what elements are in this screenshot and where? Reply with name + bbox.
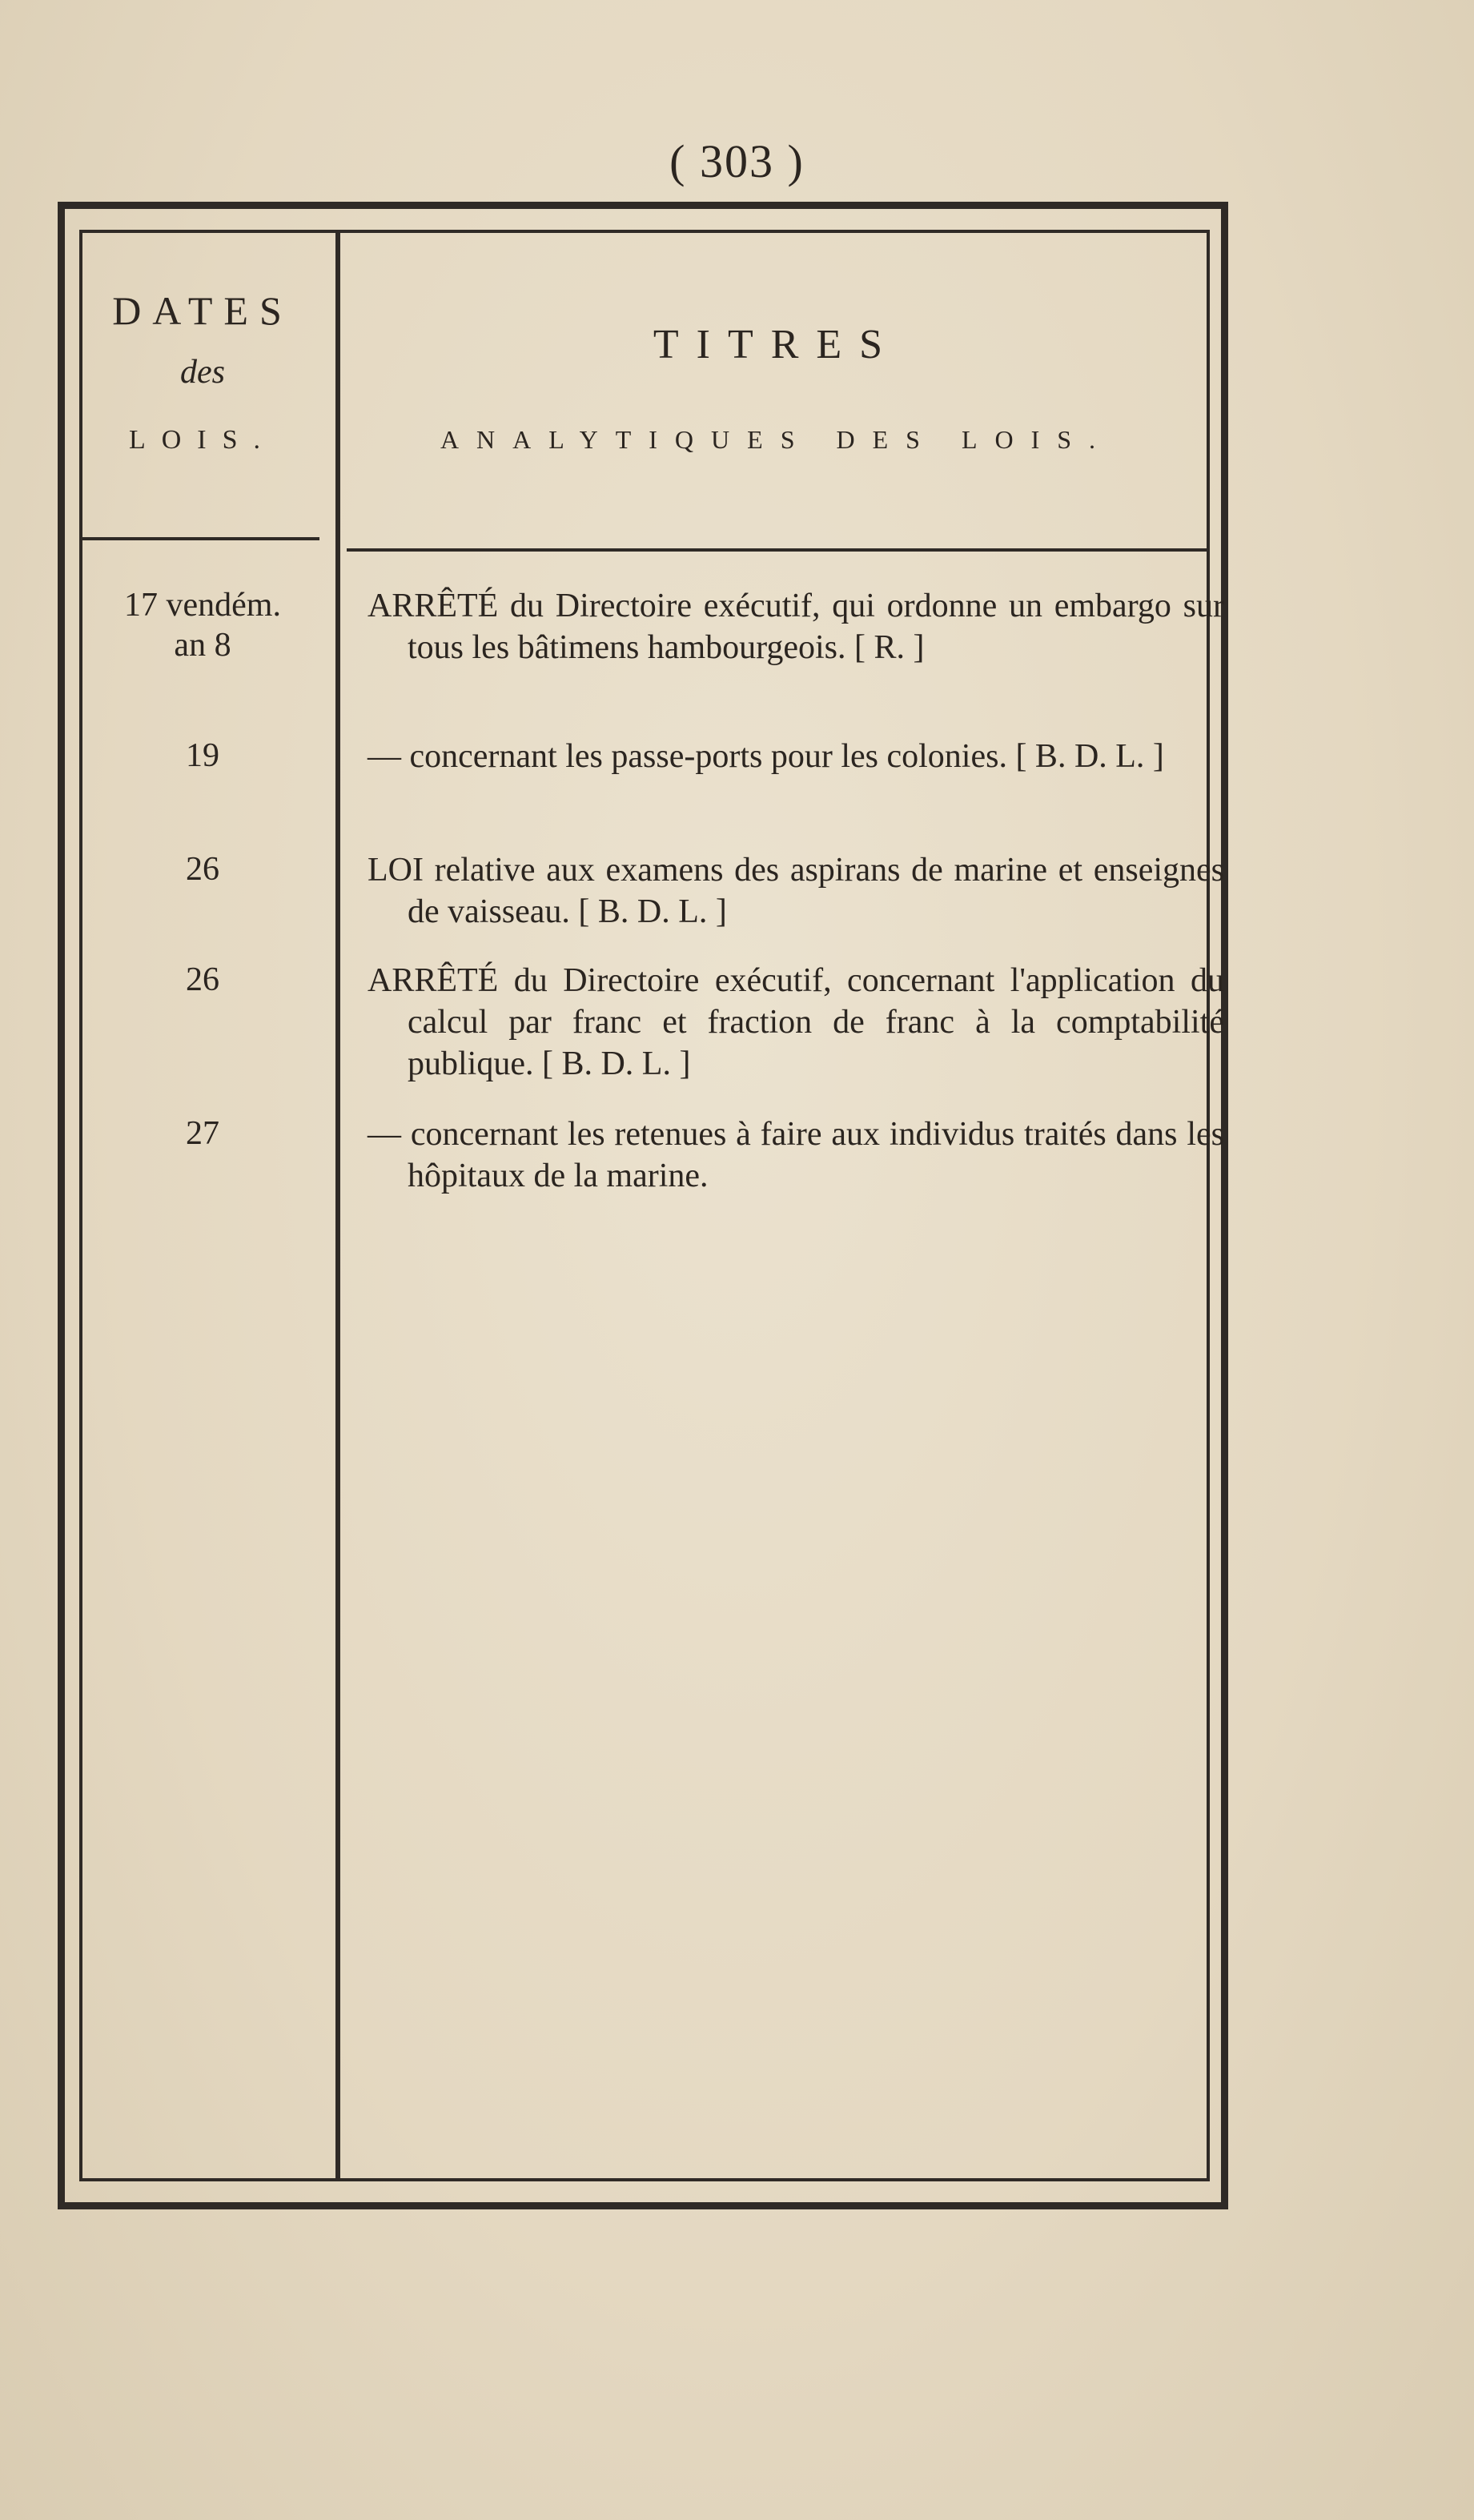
- law-date: 27: [186, 1115, 219, 1152]
- law-title: LOI relative aux examens des aspirans de marine et enseignes de vaisseau. [ B. D. L. ]: [367, 852, 1224, 930]
- table-inner-frame: [79, 230, 1224, 2181]
- page-number: ( 303 ): [669, 135, 805, 187]
- law-title: — concernant les passe-ports pour les colonies. [ B. D. L. ]: [367, 738, 1164, 775]
- dates-header-line2: des: [180, 354, 225, 391]
- law-title: ARRÊTÉ du Directoire exécutif, qui ordonne un embargo sur tous les bâtimens hambourgeois. [ R. ]: [367, 588, 1224, 666]
- column-divider: [335, 233, 340, 2178]
- table-frame: [58, 202, 1228, 2209]
- dates-header-line3: LOIS.: [128, 425, 277, 455]
- law-date: 26: [186, 851, 219, 888]
- law-date: 26: [186, 961, 219, 998]
- law-date: 17 vendém. an 8: [124, 587, 281, 664]
- header-rule-left: [82, 537, 319, 540]
- law-date: 19: [186, 737, 219, 774]
- titres-header-line2: ANALYTIQUES DES LOIS.: [440, 425, 1114, 454]
- law-title: — concernant les retenues à faire aux individus traités dans les hôpitaux de la marine.: [367, 1116, 1224, 1194]
- header-rule-right: [347, 548, 1207, 552]
- titres-header-line1: TITRES: [653, 322, 901, 367]
- dates-header-line1: DATES: [112, 288, 293, 333]
- law-title: ARRÊTÉ du Directoire exécutif, concernant l'application du calcul par franc et fraction de franc à la comptabilité publique. [ B. D. L. ]: [367, 962, 1224, 1082]
